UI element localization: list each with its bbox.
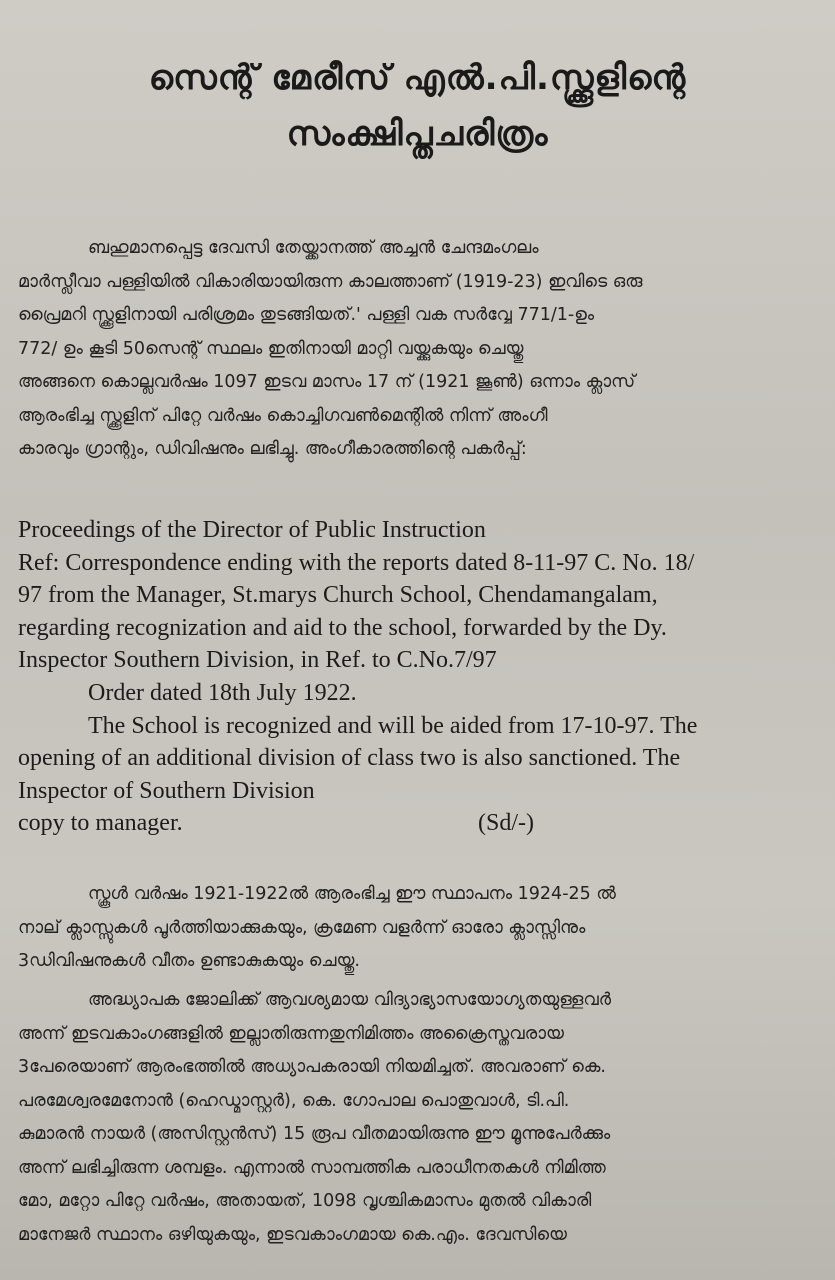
order-line: Order dated 18th July 1922. <box>88 679 357 706</box>
text-line: നാല് ക്ലാസ്സുകൾ പൂർത്തിയാക്കുകയും, ക്രമേണ വളർന്ന് ഓരോ ക്ലാസ്സിനും <box>18 917 586 938</box>
proceedings-heading: Proceedings of the Director of Public Instruction <box>18 517 486 543</box>
text-line: സ്കൂൾ വർഷം 1921-1922ൽ ആരംഭിച്ച ഈ സ്ഥാപനം 1924-25 ൽ <box>88 884 616 904</box>
paragraph-3 <box>18 984 818 1252</box>
proceedings-block <box>18 514 808 840</box>
text-line: കാരവും ഗ്രാന്റും, ഡിവിഷനും ലഭിച്ചു. അംഗീകാരത്തിന്റെ പകർപ്പ്: <box>18 439 527 459</box>
text-line: 3ഡിവിഷനുകൾ വീതം ഉണ്ടാകുകയും ചെയ്തു. <box>18 951 360 971</box>
paragraph-2 <box>18 878 818 979</box>
text-line: പരമേശ്വരമേനോൻ (ഹെഡ്മാസ്റ്റർ), കെ. ഗോപാല പൊതുവാൾ, ടി.പി. <box>18 1090 570 1111</box>
body-line: Inspector of Southern Division <box>18 777 315 804</box>
text-line: 3പേരെയാണ് ആരംഭത്തിൽ അധ്യാപകരായി നിയമിച്ചത്. അവരാണ് കെ. <box>18 1057 606 1077</box>
title-line-2: സംക്ഷിപ്തചരിത്രം <box>286 114 549 154</box>
text-line: കുമാരൻ നായർ (അസിസ്റ്റൻസ്) 15 രൂപ വീതമായിരുന്നു ഈ മൂന്നുപേർക്കും <box>18 1124 611 1144</box>
text-line: അങ്ങനെ കൊല്ലവർഷം 1097 ഇടവ മാസം 17 ന് (1921 ജൂൺ) ഒന്നാം ക്ലാസ് <box>18 372 636 392</box>
ref-line: 97 from the Manager, St.marys Church School, Chendamangalam, <box>18 582 658 609</box>
text-line: 772/ ഉം കൂടി 50സെന്റ് സ്ഥലം ഇതിനായി മാറ്റി വയ്ക്കുകയും ചെയ്തു <box>18 338 524 359</box>
text-line: മാർസ്ലീവാ പള്ളിയിൽ വികാരിയായിരുന്ന കാലത്താണ് (1919-23) ഇവിടെ ഒരു <box>18 271 643 292</box>
text-line: ബഹുമാനപ്പെട്ട ദേവസി തേയ്ക്കാനത്ത് അച്ചൻ ചേന്ദമംഗലം <box>88 238 539 258</box>
paragraph-1 <box>18 232 818 467</box>
title-line-1: സെന്റ് മേരീസ് എൽ.പി.സ്ക്കൂളിന്റെ <box>148 58 687 98</box>
body-line: The School is recognized and will be aided from 17-10-97. The <box>88 712 698 739</box>
text-line: ആരംഭിച്ച സ്ക്കൂളിന് പിറ്റേ വർഷം കൊച്ചിഗവൺമെന്റിൽ നിന്ന് അംഗീ <box>18 405 548 426</box>
ref-line: regarding recognization and aid to the school, forwarded by the Dy. <box>18 614 667 641</box>
ref-line: Inspector Southern Division, in Ref. to C.No.7/97 <box>18 647 497 674</box>
text-line: അദ്ധ്യാപക ജോലിക്ക് ആവശ്യമായ വിദ്യാഭ്യാസയോഗ്യതയുള്ളവർ <box>88 990 611 1010</box>
copy-line <box>18 807 808 840</box>
body-line: opening of an additional division of class two is also sanctioned. The <box>18 745 681 772</box>
copy-to-manager: copy to manager. <box>18 810 183 837</box>
text-line: അന്ന് ലഭിച്ചിരുന്ന ശമ്പളം. എന്നാൽ സാമ്പത്തിക പരാധീനതകൾ നിമിത്ത <box>18 1157 606 1178</box>
ref-line: Ref: Correspondence ending with the reports dated 8-11-97 C. No. 18/ <box>18 549 695 576</box>
text-line: അന്ന് ഇടവകാംഗങ്ങളിൽ ഇല്ലാതിരുന്നതുനിമിത്തം അക്രൈസ്തവരായ <box>18 1023 564 1044</box>
text-line: മോ, മറ്റോ പിറ്റേ വർഷം, അതായത്, 1098 വൃശ്ചികമാസം മുതൽ വികാരി <box>18 1191 592 1211</box>
signed-mark: (Sd/-) <box>478 810 534 837</box>
text-line: മാനേജർ സ്ഥാനം ഒഴിയുകയും, ഇടവകാംഗമായ കെ.എം. ദേവസിയെ <box>18 1224 567 1245</box>
text-line: പ്രൈമറി സ്ക്കൂളിനായി പരിശ്രമം തുടങ്ങിയത്.' പള്ളി വക സർവ്വേ 771/1-ഉം <box>18 305 595 325</box>
